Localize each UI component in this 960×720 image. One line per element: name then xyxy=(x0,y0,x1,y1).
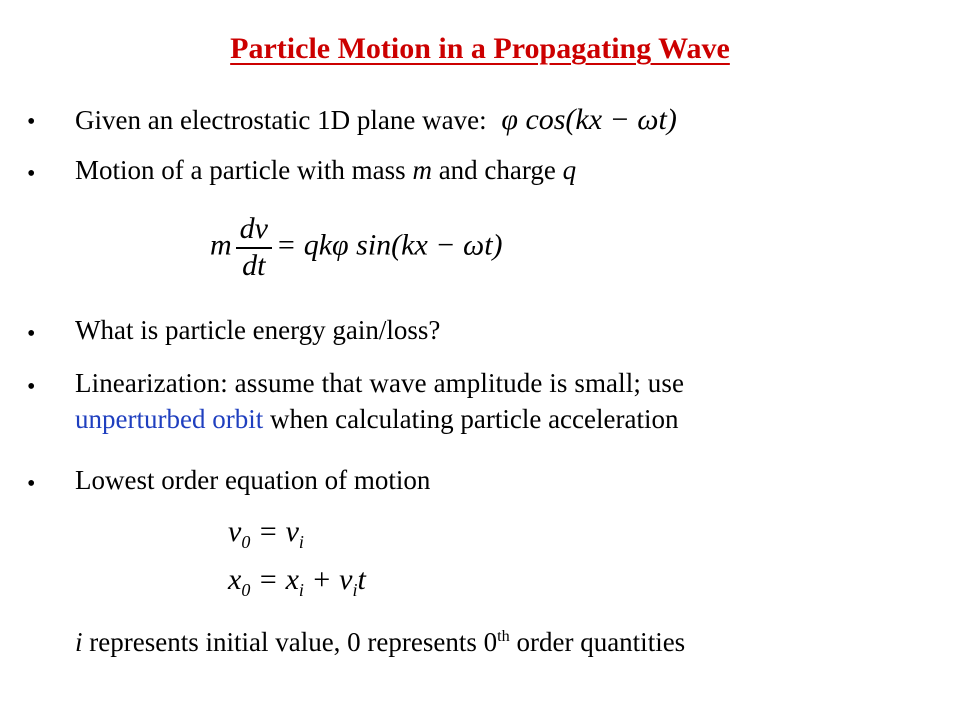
bullet-2-pre: Motion of a particle with mass xyxy=(75,155,413,185)
mass-symbol: m xyxy=(412,155,432,185)
x0-equals: = x xyxy=(250,563,299,596)
bullet-5-marker: • xyxy=(27,471,36,497)
bullet-1-marker: • xyxy=(27,109,36,135)
bullet-4-marker: • xyxy=(27,374,36,400)
fraction-numerator: dv xyxy=(236,212,272,249)
bullet-4-line-2 xyxy=(75,404,678,435)
footnote-i: i xyxy=(75,627,83,657)
charge-symbol: q xyxy=(562,155,577,185)
eom-rhs: = qkφ sin(kx − ωt) xyxy=(276,228,503,262)
bullet-2-text xyxy=(75,155,576,186)
bullet-2-marker: • xyxy=(27,161,36,187)
vi-subscript-2: i xyxy=(352,580,358,600)
bullet-5-text: Lowest order equation of motion xyxy=(75,465,431,495)
position-equation xyxy=(228,563,366,601)
dv-dt-fraction xyxy=(236,212,272,283)
time-symbol: t xyxy=(357,563,366,596)
footnote-text-2: order quantities xyxy=(509,627,686,657)
footnote-superscript: th xyxy=(497,627,510,645)
bullet-1-text xyxy=(75,103,677,137)
bullet-3-marker: • xyxy=(27,321,36,347)
bullet-3-text: What is particle energy gain/loss? xyxy=(75,315,441,345)
vi-subscript: i xyxy=(298,532,304,552)
x0-subscript: 0 xyxy=(241,580,251,600)
wave-expression: φ cos(kx − ωt) xyxy=(501,103,677,136)
v0-subscript: 0 xyxy=(241,532,251,552)
footnote xyxy=(75,627,685,658)
unperturbed-orbit-highlight: unperturbed orbit xyxy=(75,404,264,434)
eom-mass: m xyxy=(210,228,232,262)
slide-title: Particle Motion in a Propagating Wave xyxy=(230,32,730,65)
bullet-4-line-1: Linearization: assume that wave amplitude is small; use xyxy=(75,368,685,398)
v0-equals: = v xyxy=(250,515,299,548)
x0-symbol: x xyxy=(228,563,242,596)
bullet-2-mid: and charge xyxy=(431,155,563,185)
footnote-text-1: represents initial value, 0 represents 0 xyxy=(82,627,498,657)
v0-symbol: v xyxy=(228,515,242,548)
equation-of-motion xyxy=(210,212,503,283)
velocity-equation xyxy=(228,515,304,553)
bullet-1-label: Given an electrostatic 1D plane wave: xyxy=(75,105,487,135)
xi-subscript: i xyxy=(298,580,304,600)
bullet-4-rest: when calculating particle acceleration xyxy=(263,404,679,434)
x0-plus-v: + v xyxy=(303,563,353,596)
fraction-denominator: dt xyxy=(242,248,266,282)
